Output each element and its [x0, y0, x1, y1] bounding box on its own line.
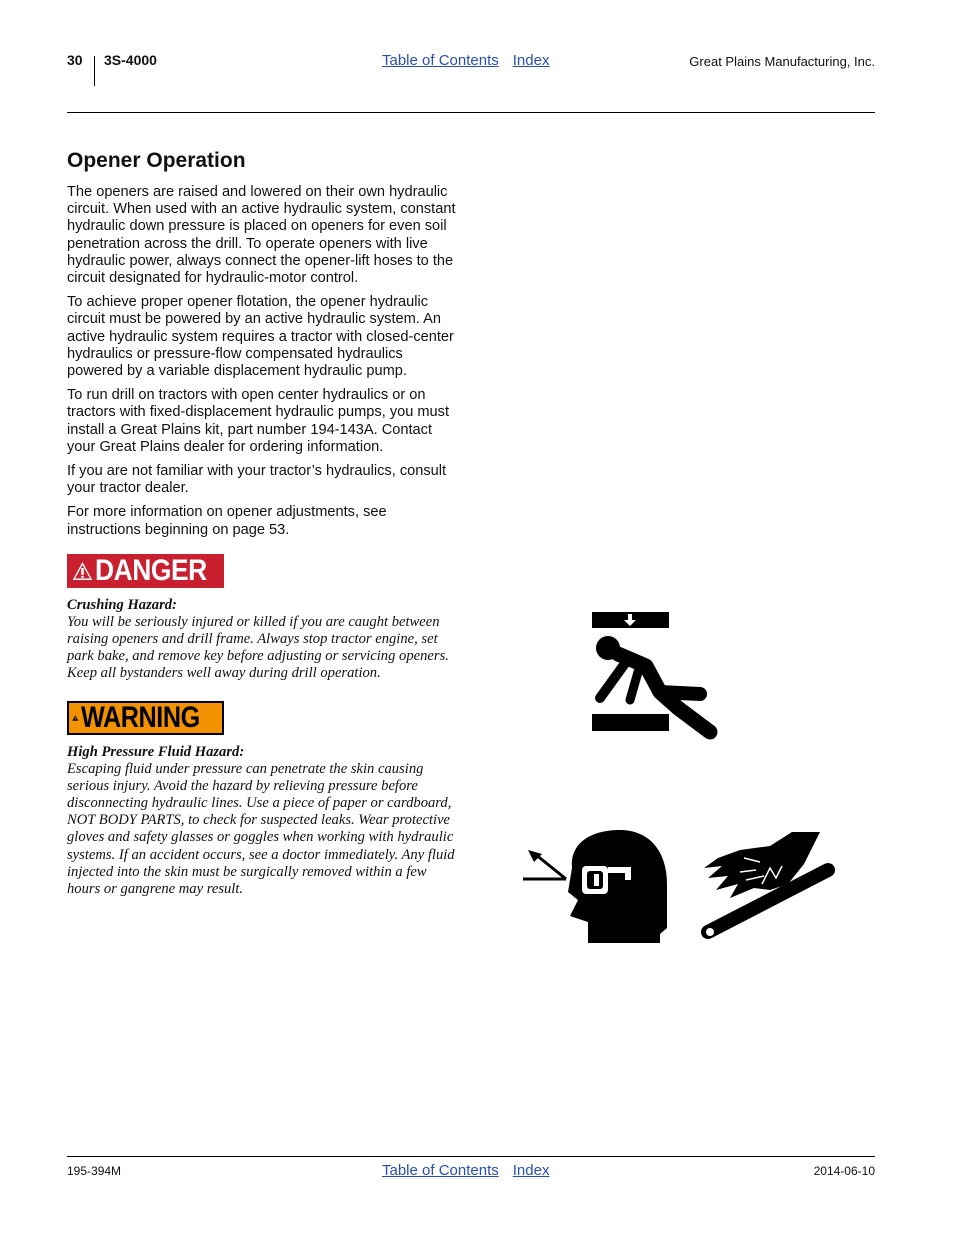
alert-triangle-icon	[72, 557, 93, 585]
warning-hazard-title: High Pressure Fluid Hazard:	[67, 743, 245, 760]
section-title: Opener Operation	[67, 149, 246, 172]
paragraph: The openers are raised and lowered on their own hydraulic circuit. When used with an active hydraulic system, constant hydraulic down pressure is placed on openers for even soil penetration across the drill. To operate openers with live hydraulic power, always connect the opener-lift hoses to the circuit designated for hydraulic-motor control.	[67, 184, 456, 287]
model-number: 3S-4000	[104, 52, 157, 68]
danger-label	[67, 554, 224, 588]
paragraph: To run drill on tractors with open center hydraulics or on tractors with fixed-displacement hydraulic pumps, you must install a Great Plains kit, part number 194-143A. Contact your Great Plains dealer for ordering information.	[67, 387, 450, 455]
alert-triangle-icon	[72, 704, 79, 732]
danger-signal-word: DANGER	[94, 553, 207, 587]
paragraph: For more information on opener adjustments, see instructions beginning on page 53.	[67, 504, 387, 538]
danger-hazard-title: Crushing Hazard:	[67, 596, 177, 613]
table-of-contents-link[interactable]: Table of Contents	[382, 52, 499, 69]
danger-hazard-text: You will be seriously injured or killed if you are caught between raising openers and drill frame. Always stop tractor engine, set park bake, and remove key before adjusting or servicing openers. Keep all bystanders well away during drill operation.	[67, 613, 449, 682]
main-content	[67, 148, 459, 908]
fluid-injection-hand-icon	[700, 828, 835, 946]
crush-hazard-icon	[588, 608, 723, 742]
header-divider	[94, 56, 95, 86]
eye-protection-icon	[520, 826, 670, 946]
paragraph: To achieve proper opener flotation, the opener hydraulic circuit must be powered by an active hydraulic system. An active hydraulic system requires a tractor with closed-center hydraulics or pressure-flow compensated hydraulics powered by a variable displacement hydraulic pump.	[67, 294, 454, 380]
index-link[interactable]: Index	[512, 1162, 550, 1179]
table-of-contents-link[interactable]: Table of Contents	[382, 1162, 499, 1179]
header-nav	[382, 52, 549, 69]
revision-date: 2014-06-10	[813, 1164, 875, 1178]
warning-hazard-text: Escaping fluid under pressure can penetrate the skin causing serious injury. Avoid the hazard by relieving pressure before disconnecting hydraulic lines. Use a piece of paper or cardboard, NOT BODY PARTS, to check for suspected leaks. Wear protective gloves and safety glasses or goggles when working with hydraulic systems. If an accident occurs, see a doctor immediately. Any fluid injected into the skin must be surgically removed within a few hours or gangrene may result.	[67, 760, 455, 898]
header-rule	[67, 112, 875, 113]
page-number: 30	[67, 52, 83, 68]
footer-nav	[382, 1162, 549, 1179]
warning-signal-word: WARNING	[80, 700, 200, 734]
paragraph: If you are not familiar with your tractor’s hydraulics, consult your tractor dealer.	[67, 463, 447, 497]
index-link[interactable]: Index	[512, 52, 550, 69]
document-number: 195-394M	[67, 1164, 122, 1178]
footer-rule	[67, 1156, 875, 1157]
company-name: Great Plains Manufacturing, Inc.	[689, 54, 875, 69]
warning-label	[67, 701, 224, 735]
